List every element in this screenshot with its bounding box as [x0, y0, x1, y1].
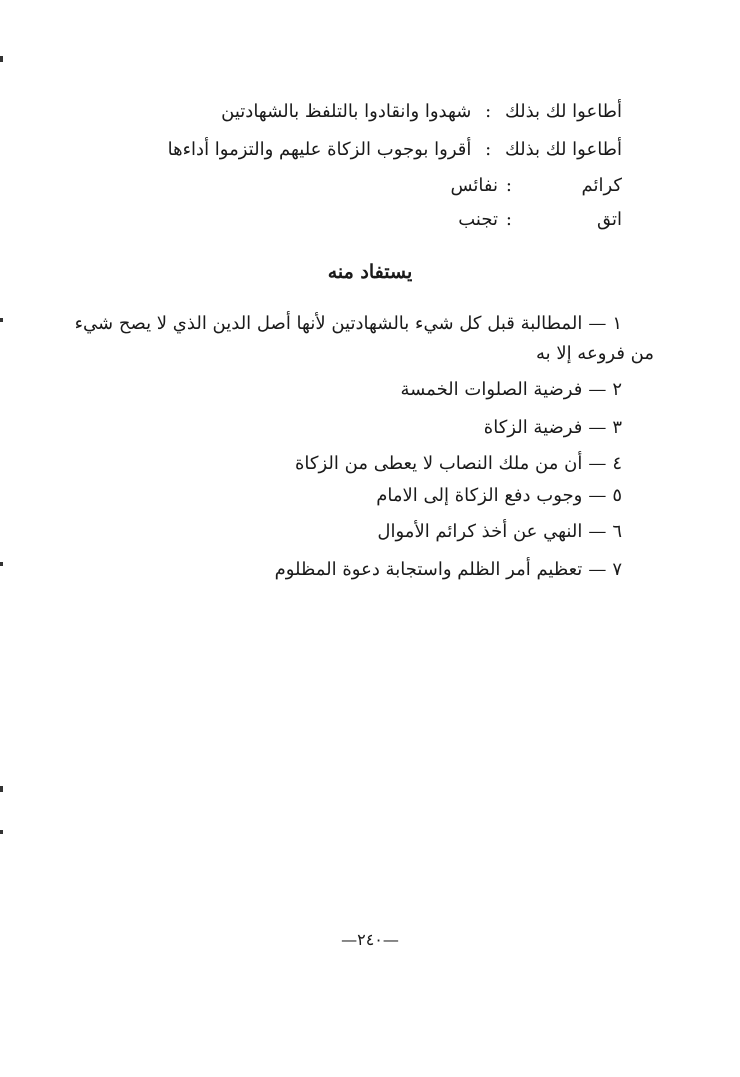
list-item-7 — [275, 556, 622, 584]
list-item-2 — [400, 376, 622, 404]
definition-separator: : — [505, 175, 512, 196]
item-number: ٢ — [612, 379, 622, 400]
list-item-4 — [295, 450, 622, 478]
definition-line-4 — [262, 206, 622, 236]
item-text: أن من ملك النصاب لا يعطى من الزكاة — [295, 453, 583, 474]
scan-edge-mark — [0, 56, 3, 62]
definition-line-1 — [221, 98, 622, 126]
scan-edge-mark — [0, 830, 3, 834]
scan-edge-mark — [0, 318, 3, 322]
scan-edge-mark — [0, 786, 3, 792]
item-dash: — — [588, 559, 607, 580]
item-dash: — — [588, 379, 607, 400]
definition-text: شهدوا وانقادوا بالتلفظ بالشهادتين — [221, 101, 472, 122]
definition-text: تجنب — [458, 209, 498, 230]
item-text: فرضية الصلوات الخمسة — [400, 379, 583, 400]
item-number: ٣ — [612, 417, 622, 438]
item-text: المطالبة قبل كل شيء بالشهادتين لأنها أصل الدين الذي لا يصح شيء — [74, 313, 583, 334]
list-item-6 — [377, 518, 622, 546]
item-text: فرضية الزكاة — [483, 417, 583, 438]
item-number: ٥ — [612, 485, 622, 506]
item-dash: — — [588, 313, 607, 334]
item-text: النهي عن أخذ كرائم الأموال — [377, 521, 583, 542]
item-number: ٤ — [612, 453, 622, 474]
section-heading: يستفاد منه — [327, 261, 413, 283]
definition-text: أقروا بوجوب الزكاة عليهم والتزموا أداءها — [167, 139, 472, 160]
list-item-3 — [484, 414, 622, 442]
definition-separator: : — [505, 209, 512, 230]
item-number: ٦ — [612, 521, 622, 542]
definition-term: كرائم — [581, 175, 622, 196]
list-item-5 — [376, 482, 622, 510]
item-text: تعظيم أمر الظلم واستجابة دعوة المظلوم — [274, 559, 583, 580]
item-number: ١ — [612, 313, 622, 334]
item-dash: — — [588, 417, 607, 438]
definition-term: أطاعوا لك بذلك — [504, 101, 622, 122]
scan-edge-mark — [0, 562, 3, 566]
definition-text: نفائس — [450, 175, 498, 196]
item-text: وجوب دفع الزكاة إلى الامام — [376, 485, 583, 506]
definition-term: اتق — [596, 209, 622, 230]
definition-separator: : — [485, 139, 492, 160]
item-dash: — — [588, 521, 607, 542]
item-number: ٧ — [612, 559, 622, 580]
definition-term: أطاعوا لك بذلك — [504, 139, 622, 160]
page-number: —٢٤٠— — [341, 930, 399, 949]
definition-separator: : — [485, 101, 492, 122]
item-dash: — — [588, 485, 607, 506]
list-item-1-continuation: من فروعه إلا به — [535, 343, 654, 364]
definition-line-2 — [168, 136, 622, 164]
item-dash: — — [588, 453, 607, 474]
list-item-1 — [75, 310, 622, 338]
definition-line-3 — [262, 172, 622, 202]
